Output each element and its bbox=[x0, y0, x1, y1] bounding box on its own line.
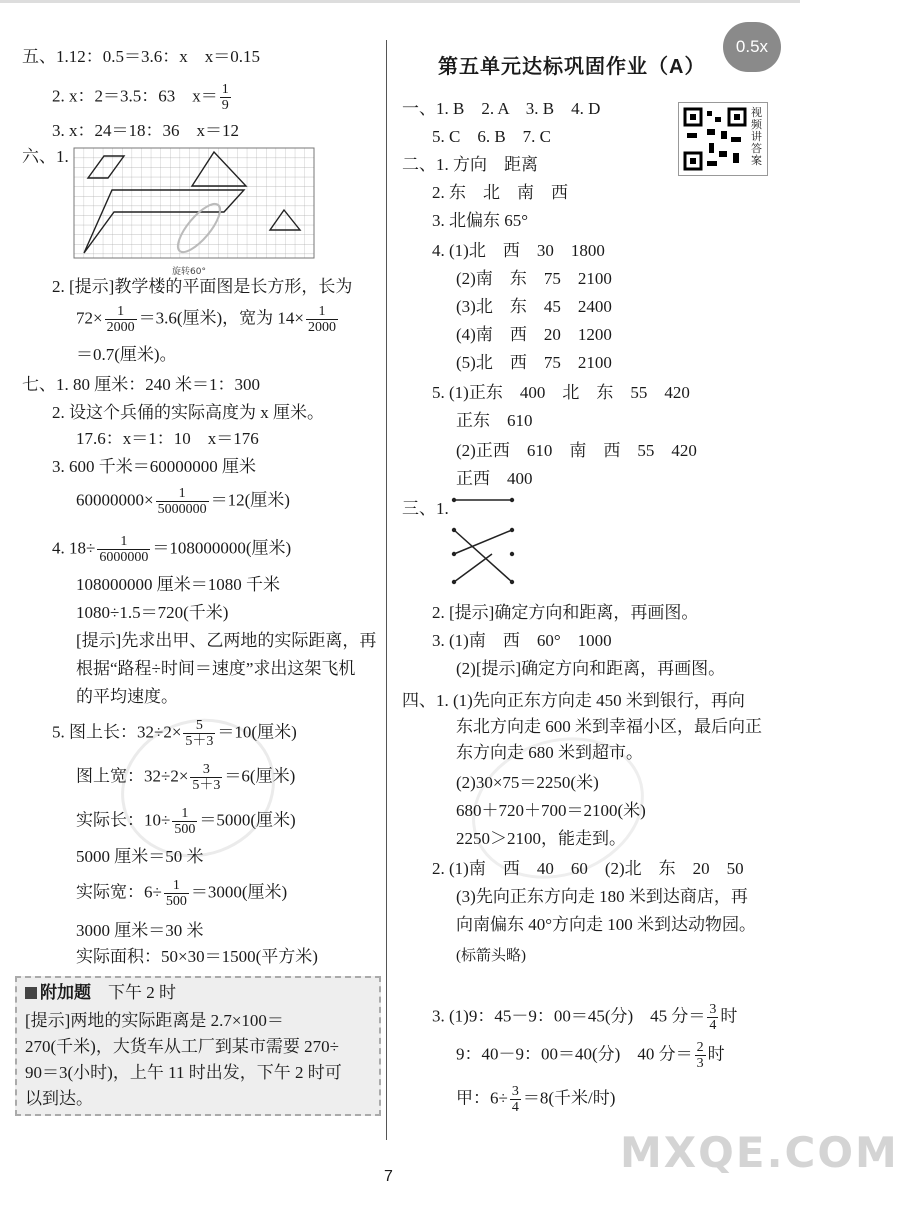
s7-line9: [提示]先求出甲、乙两地的实际距离，再 bbox=[76, 631, 377, 650]
s7-line18: 实际面积：50×30＝1500(平方米) bbox=[76, 947, 318, 966]
zoom-badge[interactable]: 0.5x bbox=[723, 22, 781, 72]
r4-line2: 东北方向走 600 米到幸福小区，最后向正 bbox=[456, 717, 762, 736]
r4-line8: (3)先向正东方向走 180 米到达商店，再 bbox=[456, 887, 748, 906]
s5-line2: 2. x：2＝3.5：63 x＝ $\frac{1}{9}$ bbox=[52, 82, 229, 113]
s6-line2: 2. [提示]教学楼的平面图是长方形，长为 bbox=[52, 277, 353, 296]
r2-line3: 3. 北偏东 65° bbox=[432, 211, 529, 230]
r4-line7: 2. (1)南 西 40 60 (2)北 东 20 50 bbox=[432, 859, 744, 878]
page-title: 第五单元达标巩固作业（A） bbox=[438, 56, 706, 78]
graph-grid bbox=[74, 148, 314, 258]
grid-caption: 旋转60° bbox=[172, 267, 206, 277]
r4-line6: 2250＞2100，能走到。 bbox=[456, 829, 626, 848]
s5-line3: 3. x：24＝18：36 x＝12 bbox=[52, 121, 239, 140]
r2-line9: 5. (1)正东 400 北 东 55 420 bbox=[432, 383, 690, 402]
r1-line2: 5. C 6. B 7. C bbox=[432, 127, 552, 146]
s7-line8: 1080÷1.5＝720(千米) bbox=[76, 603, 229, 622]
s7-line6: 4. 18÷ $\frac{1}{6000000}$ ＝108000000(厘米) bbox=[52, 534, 292, 565]
r4-line13: 甲：6÷ $\frac{3}{4}$ ＝8(千米/时) bbox=[456, 1084, 616, 1115]
r2-line2: 2. 东 北 南 西 bbox=[432, 183, 568, 202]
bonus-box bbox=[15, 976, 381, 1116]
s5-line1: 五、1.12：0.5＝3.6：x x＝0.15 bbox=[22, 47, 260, 66]
r3-line3: 3. (1)南 西 60° 1000 bbox=[432, 631, 612, 650]
r4-line12: 9：40－9：00＝40(分) 40 分＝ $\frac{2}{3}$ 时 bbox=[456, 1040, 725, 1071]
r2-line7: (4)南 西 20 1200 bbox=[456, 325, 612, 344]
s6-line4: ＝0.7(厘米)。 bbox=[76, 345, 177, 364]
s6-head: 六、1. bbox=[22, 147, 69, 166]
bookmark-icon bbox=[25, 987, 37, 999]
top-border bbox=[0, 0, 800, 3]
r3-line4: (2)[提示]确定方向和距离，再画图。 bbox=[456, 659, 726, 678]
line-cross-3 bbox=[454, 554, 492, 582]
line-cross-1 bbox=[454, 530, 512, 582]
bonus-line2: 270(千米)，大货车从工厂到某市需要 270÷ bbox=[25, 1037, 339, 1056]
r2-line8: (5)北 西 75 2100 bbox=[456, 353, 612, 372]
r2-line4: 4. (1)北 西 30 1800 bbox=[432, 241, 605, 260]
r4-line10: (标箭头略) bbox=[456, 948, 526, 964]
s7-line5: 60000000× $\frac{1}{5000000}$ ＝12(厘米) bbox=[76, 486, 290, 517]
page-number: 7 bbox=[384, 1168, 393, 1185]
r2-line12: 正西 400 bbox=[456, 469, 533, 488]
s7-line13: 图上宽：32÷2× $\frac{3}{5+3}$ ＝6(厘米) bbox=[76, 762, 296, 793]
r4-line3: 东方向走 680 米到超市。 bbox=[456, 743, 643, 762]
qr-code[interactable] bbox=[678, 102, 768, 176]
r3-line2: 2. [提示]确定方向和距离，再画图。 bbox=[432, 603, 699, 622]
line-cross-2 bbox=[454, 530, 512, 554]
r4-line11: 3. (1)9：45－9：00＝45(分) 45 分＝ $\frac{3}{4}$ 时 bbox=[432, 1002, 738, 1033]
s7-line14: 实际长：10÷ $\frac{1}{500}$ ＝5000(厘米) bbox=[76, 806, 296, 837]
s6-line3: 72× $\frac{1}{2000}$ ＝3.6(厘米)，宽为 14× $\frac{1}{2000}$ bbox=[76, 304, 337, 335]
bonus-line1: [提示]两地的实际距离是 2.7×100＝ bbox=[25, 1011, 284, 1030]
s7-line16: 实际宽：6÷ $\frac{1}{500}$ ＝3000(厘米) bbox=[76, 878, 288, 909]
r4-line1: 四、1. (1)先向正东方向走 450 米到银行，再向 bbox=[402, 691, 745, 710]
r2-line6: (3)北 东 45 2400 bbox=[456, 297, 612, 316]
site-watermark: MXQE.COM bbox=[620, 1128, 899, 1177]
r2-line1: 二、1. 方向 距离 bbox=[402, 155, 538, 174]
s7-line17: 3000 厘米＝30 米 bbox=[76, 921, 204, 940]
s7-line11: 的平均速度。 bbox=[76, 687, 178, 706]
s7-line12: 5. 图上长：32÷2× $\frac{5}{5+3}$ ＝10(厘米) bbox=[52, 718, 297, 749]
r1-line1: 一、1. B 2. A 3. B 4. D bbox=[402, 99, 601, 118]
qr-caption: 视频讲答案 bbox=[751, 106, 762, 167]
bonus-line3: 90＝3(小时)，上午 11 时出发，下午 2 时可 bbox=[25, 1063, 342, 1082]
r3-head: 三、1. bbox=[402, 499, 449, 518]
s7-line3: 17.6：x＝1：10 x＝176 bbox=[76, 429, 259, 448]
r2-line11: (2)正西 610 南 西 55 420 bbox=[456, 441, 697, 460]
s7-line10: 根据“路程÷时间＝速度”求出这架飞机 bbox=[76, 659, 356, 678]
s7-line15: 5000 厘米＝50 米 bbox=[76, 847, 204, 866]
s7-line2: 2. 设这个兵俑的实际高度为 x 厘米。 bbox=[52, 403, 324, 422]
s7-line4: 3. 600 千米＝60000000 厘米 bbox=[52, 457, 256, 476]
bonus-header: 附加题 下午 2 时 bbox=[25, 982, 176, 1004]
bonus-line4: 以到达。 bbox=[25, 1089, 93, 1108]
r4-line4: (2)30×75＝2250(米) bbox=[456, 773, 599, 792]
connect-lines-figure bbox=[450, 494, 520, 594]
column-divider bbox=[386, 40, 387, 1140]
r4-line5: 680＋720＋700＝2100(米) bbox=[456, 801, 646, 820]
r4-line9: 向南偏东 40°方向走 100 米到达动物园。 bbox=[456, 915, 757, 934]
r2-line5: (2)南 东 75 2100 bbox=[456, 269, 612, 288]
s7-line1: 七、1. 80 厘米：240 米＝1：300 bbox=[22, 375, 260, 394]
qr-icon bbox=[683, 107, 747, 171]
s7-line7: 108000000 厘米＝1080 千米 bbox=[76, 575, 280, 594]
r2-line10: 正东 610 bbox=[456, 411, 533, 430]
